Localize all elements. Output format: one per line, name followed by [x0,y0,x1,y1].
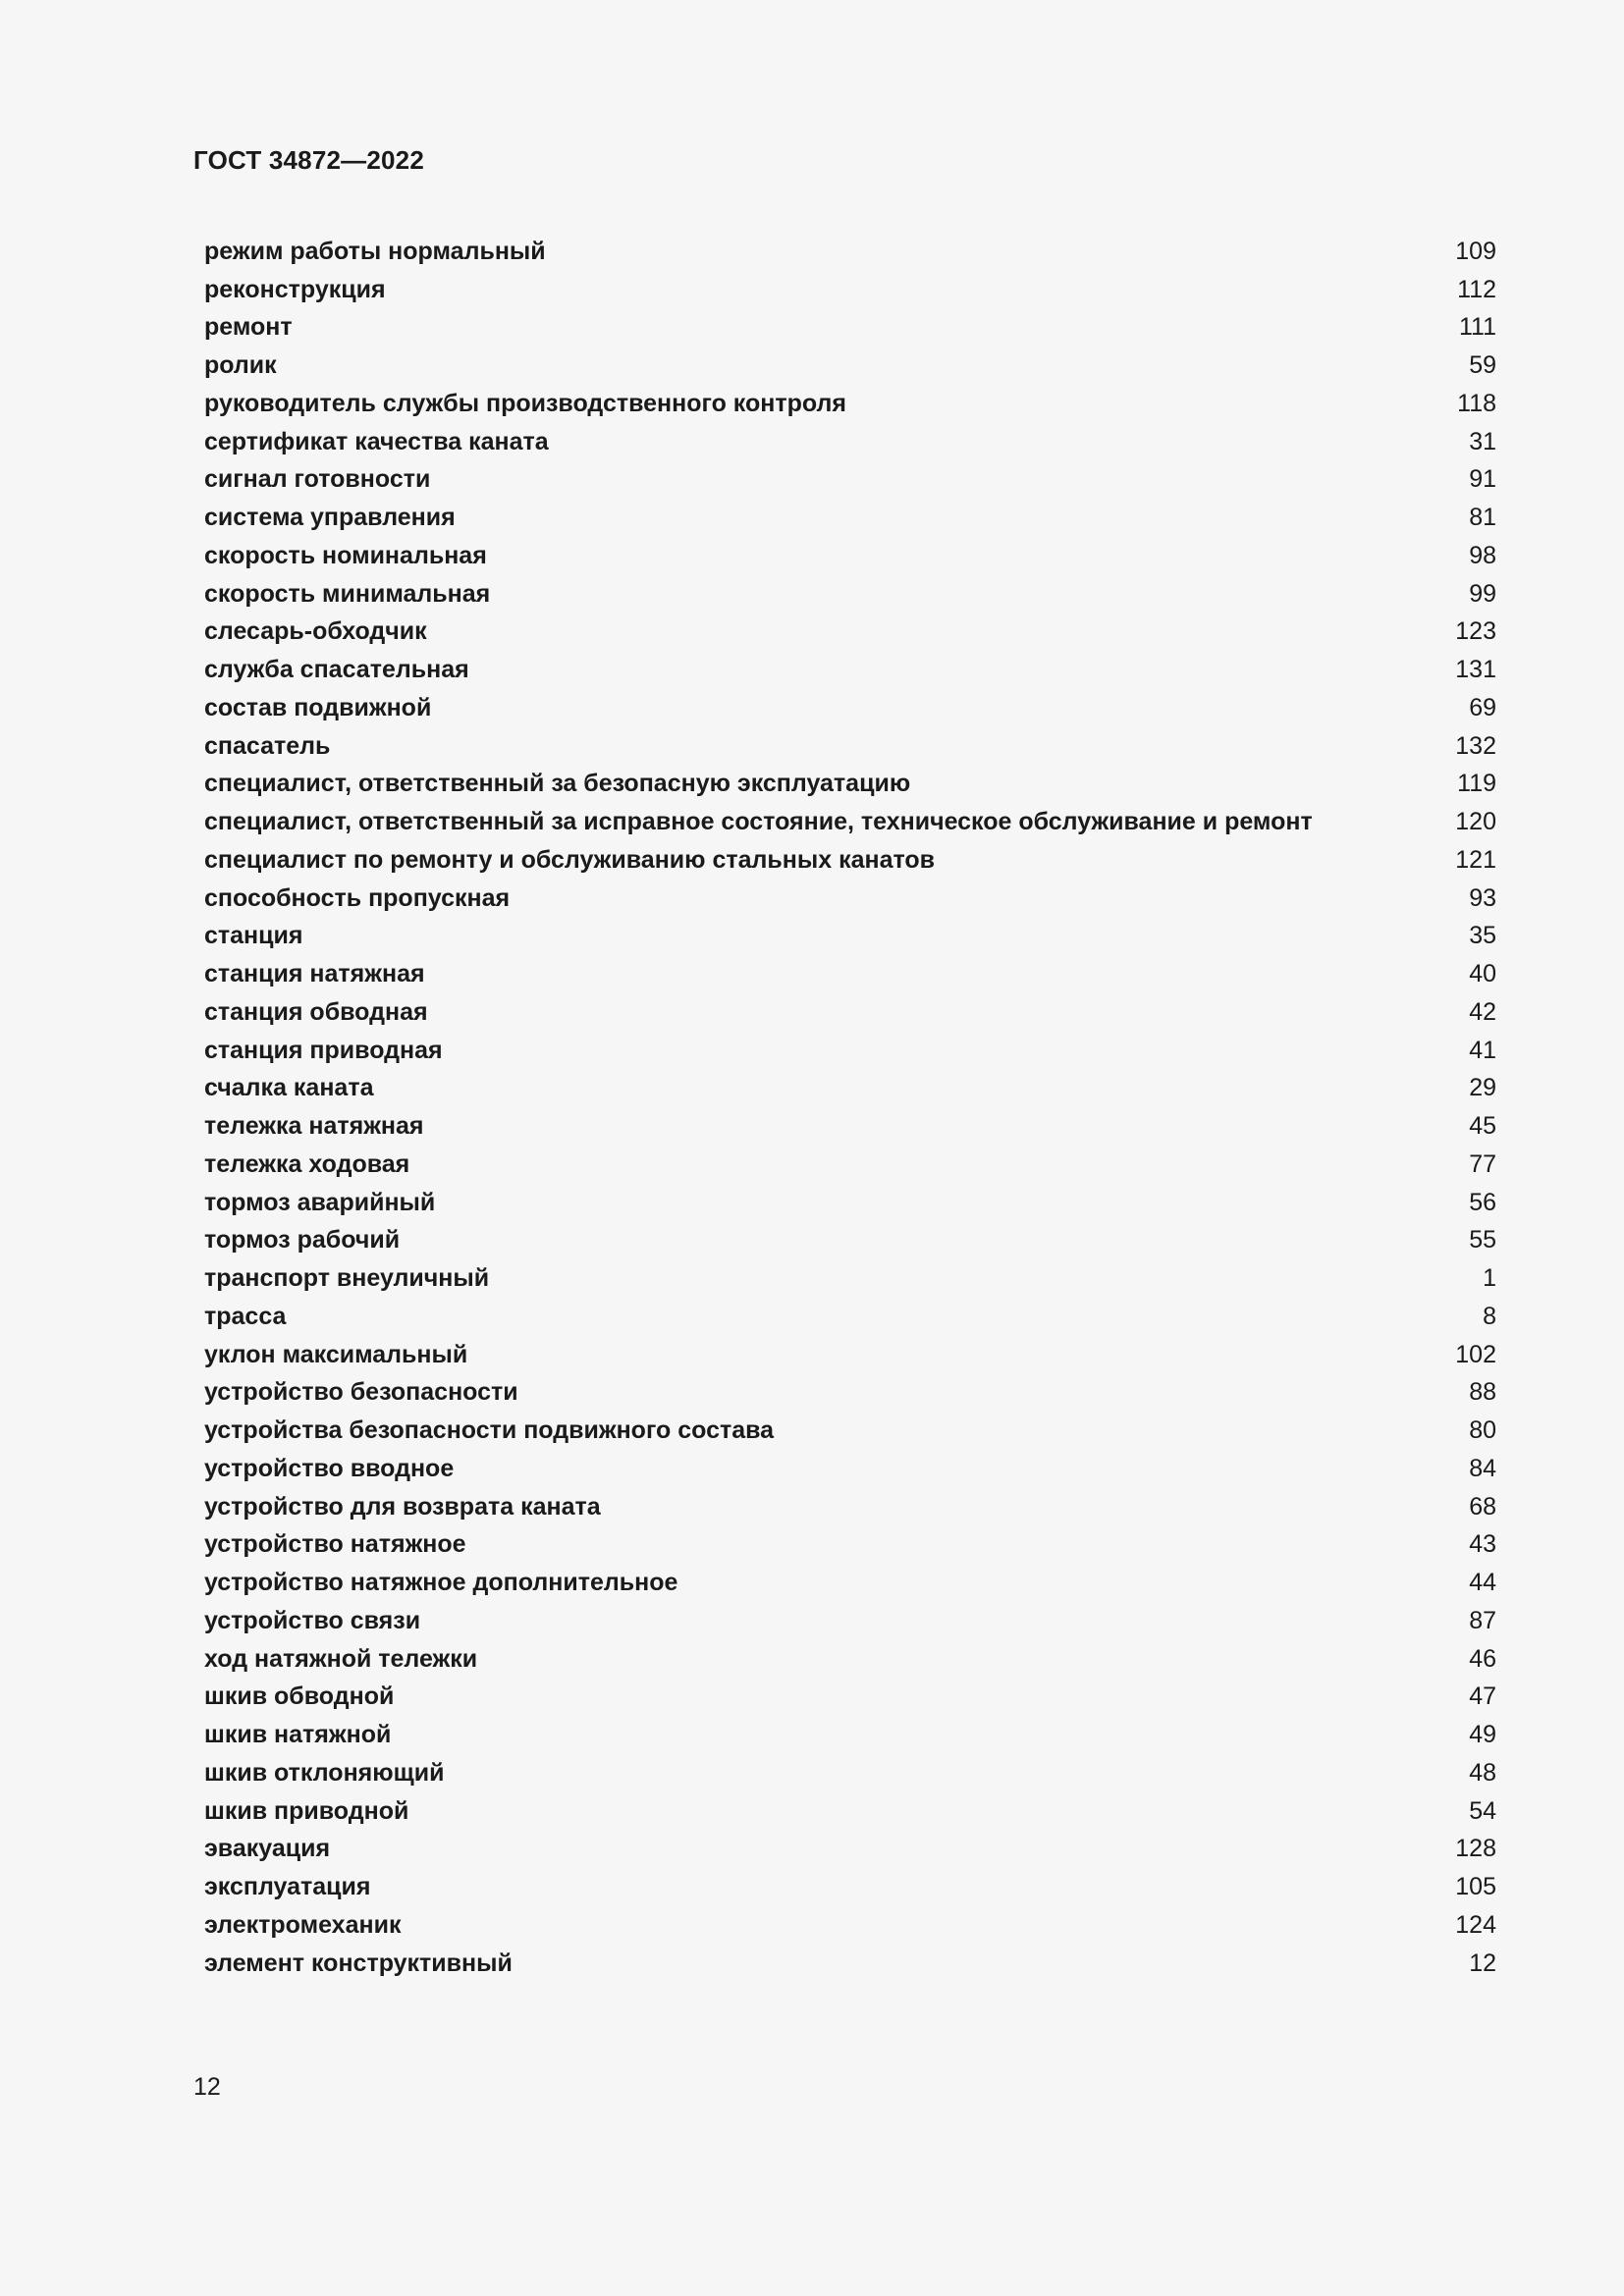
index-term: ролик [204,351,277,380]
index-term-number: 40 [1469,960,1496,988]
index-term-number: 49 [1469,1721,1496,1749]
index-term: спасатель [204,731,331,760]
index-term-number: 29 [1469,1074,1496,1102]
index-term-number: 44 [1469,1569,1496,1597]
index-entry-row [204,841,1496,880]
index-entry-row [204,233,1496,271]
index-entry-row [204,766,1496,804]
index-entry-row [204,1374,1496,1413]
index-entry-row [204,1336,1496,1374]
index-term-number: 31 [1469,427,1496,455]
index-term: специалист, ответственный за исправное состояние, техническое обслуживание и ремонт [204,808,1313,836]
index-entry-row [204,880,1496,918]
index-term: способность пропускная [204,883,511,912]
index-entry-row [204,1564,1496,1602]
index-entry-row [204,1792,1496,1831]
index-term: уклон максимальный [204,1340,468,1368]
index-entry-row [204,1070,1496,1108]
index-entry-row [204,955,1496,993]
index-term: специалист по ремонту и обслуживанию стальных канатов [204,845,936,874]
index-term: руководитель службы производственного контроля [204,389,846,417]
index-term: тележка натяжная [204,1112,424,1141]
index-term: сигнал готовности [204,465,431,494]
index-term-number: 98 [1469,541,1496,569]
index-term: ремонт [204,313,293,342]
index-term-number: 119 [1457,770,1496,798]
index-term: сертификат качества каната [204,427,549,455]
index-term: шкив обводной [204,1682,395,1711]
index-entry-row [204,1298,1496,1336]
index-entry-row [204,1107,1496,1146]
index-entry-row [204,271,1496,309]
index-term: реконструкция [204,275,386,303]
index-term-number: 42 [1469,997,1496,1026]
index-term: счалка каната [204,1074,374,1102]
index-term-number: 131 [1455,656,1496,684]
index-term-number: 8 [1483,1302,1496,1330]
index-term-number: 43 [1469,1530,1496,1559]
index-entry-row [204,1259,1496,1298]
index-term-number: 87 [1469,1606,1496,1634]
index-term-number: 56 [1469,1188,1496,1216]
index-term-number: 47 [1469,1682,1496,1711]
index-term: слесарь-обходчик [204,617,427,646]
index-entry-row [204,1754,1496,1792]
index-term-number: 124 [1455,1910,1496,1939]
index-entry-row [204,1831,1496,1869]
index-entry-row [204,575,1496,614]
index-term-number: 111 [1458,313,1496,342]
index-term-number: 59 [1469,351,1496,380]
index-term-number: 54 [1469,1796,1496,1825]
index-entry-row [204,1488,1496,1526]
index-term: устройство для возврата каната [204,1492,601,1521]
index-entry-row [204,1222,1496,1260]
index-term: устройство связи [204,1606,421,1634]
page-number: 12 [193,2073,221,2101]
index-term: скорость номинальная [204,541,487,569]
index-term-number: 120 [1455,808,1496,836]
term-index-list [204,233,1496,1983]
index-term: устройство натяжное [204,1530,466,1559]
index-term-number: 132 [1455,731,1496,760]
index-term-number: 84 [1469,1454,1496,1482]
index-term-number: 41 [1469,1036,1496,1064]
index-entry-row [204,385,1496,423]
index-term: шкив натяжной [204,1721,392,1749]
index-entry-row [204,461,1496,500]
index-entry-row [204,918,1496,956]
index-entry-row [204,803,1496,841]
index-term-number: 102 [1455,1340,1496,1368]
index-term-number: 12 [1469,1949,1496,1977]
index-term-number: 109 [1455,237,1496,265]
index-term-number: 45 [1469,1112,1496,1141]
index-entry-row [204,1602,1496,1640]
index-term: транспорт внеуличный [204,1264,490,1293]
index-term-number: 93 [1469,883,1496,912]
index-term-number: 48 [1469,1758,1496,1787]
index-term: эвакуация [204,1835,331,1863]
index-term: станция натяжная [204,960,425,988]
index-entry-row [204,499,1496,537]
index-entry-row [204,347,1496,385]
index-term: электромеханик [204,1910,402,1939]
index-term: устройство безопасности [204,1378,518,1407]
index-term: устройства безопасности подвижного состава [204,1416,775,1445]
index-entry-row [204,537,1496,575]
index-entry-row [204,993,1496,1032]
index-entry-row [204,727,1496,766]
index-entry-row [204,1184,1496,1222]
index-term: станция [204,922,303,950]
index-term: система управления [204,504,456,532]
index-term: элемент конструктивный [204,1949,513,1977]
index-term: специалист, ответственный за безопасную эксплуатацию [204,770,911,798]
document-code-header: ГОСТ 34872—2022 [193,145,424,175]
index-term-number: 77 [1469,1149,1496,1178]
index-term: шкив отклоняющий [204,1758,445,1787]
index-term-number: 80 [1469,1416,1496,1445]
index-term-number: 68 [1469,1492,1496,1521]
index-term-number: 91 [1469,465,1496,494]
index-term: эксплуатация [204,1873,371,1901]
index-entry-row [204,423,1496,461]
index-term: устройство натяжное дополнительное [204,1569,678,1597]
index-term-number: 123 [1455,617,1496,646]
index-entry-row [204,1146,1496,1184]
index-entry-row [204,1450,1496,1488]
index-entry-row [204,1640,1496,1679]
index-entry-row [204,689,1496,727]
index-term-number: 1 [1483,1264,1496,1293]
index-entry-row [204,614,1496,652]
index-term: скорость минимальная [204,579,491,608]
index-term: служба спасательная [204,656,469,684]
index-term-number: 46 [1469,1644,1496,1673]
index-term: тележка ходовая [204,1149,410,1178]
index-term: ход натяжной тележки [204,1644,478,1673]
index-entry-row [204,1526,1496,1565]
index-term-number: 121 [1455,845,1496,874]
index-term: станция обводная [204,997,428,1026]
index-term: станция приводная [204,1036,443,1064]
index-term: устройство вводное [204,1454,455,1482]
index-term: режим работы нормальный [204,237,546,265]
index-term-number: 35 [1469,922,1496,950]
index-term-number: 88 [1469,1378,1496,1407]
index-entry-row [204,1679,1496,1717]
index-term: трасса [204,1302,287,1330]
index-entry-row [204,651,1496,689]
index-term: тормоз рабочий [204,1226,401,1255]
index-term: тормоз аварийный [204,1188,436,1216]
index-term: шкив приводной [204,1796,409,1825]
index-entry-row [204,1906,1496,1945]
index-term-number: 105 [1455,1873,1496,1901]
index-term-number: 112 [1457,275,1496,303]
index-term-number: 55 [1469,1226,1496,1255]
index-term-number: 81 [1469,504,1496,532]
index-entry-row [204,1868,1496,1906]
index-entry-row [204,1945,1496,1983]
index-entry-row [204,309,1496,347]
index-term-number: 69 [1469,693,1496,721]
index-entry-row [204,1412,1496,1450]
index-term: состав подвижной [204,693,432,721]
index-term-number: 118 [1457,389,1496,417]
index-entry-row [204,1032,1496,1070]
index-term-number: 128 [1455,1835,1496,1863]
index-entry-row [204,1716,1496,1754]
index-term-number: 99 [1469,579,1496,608]
